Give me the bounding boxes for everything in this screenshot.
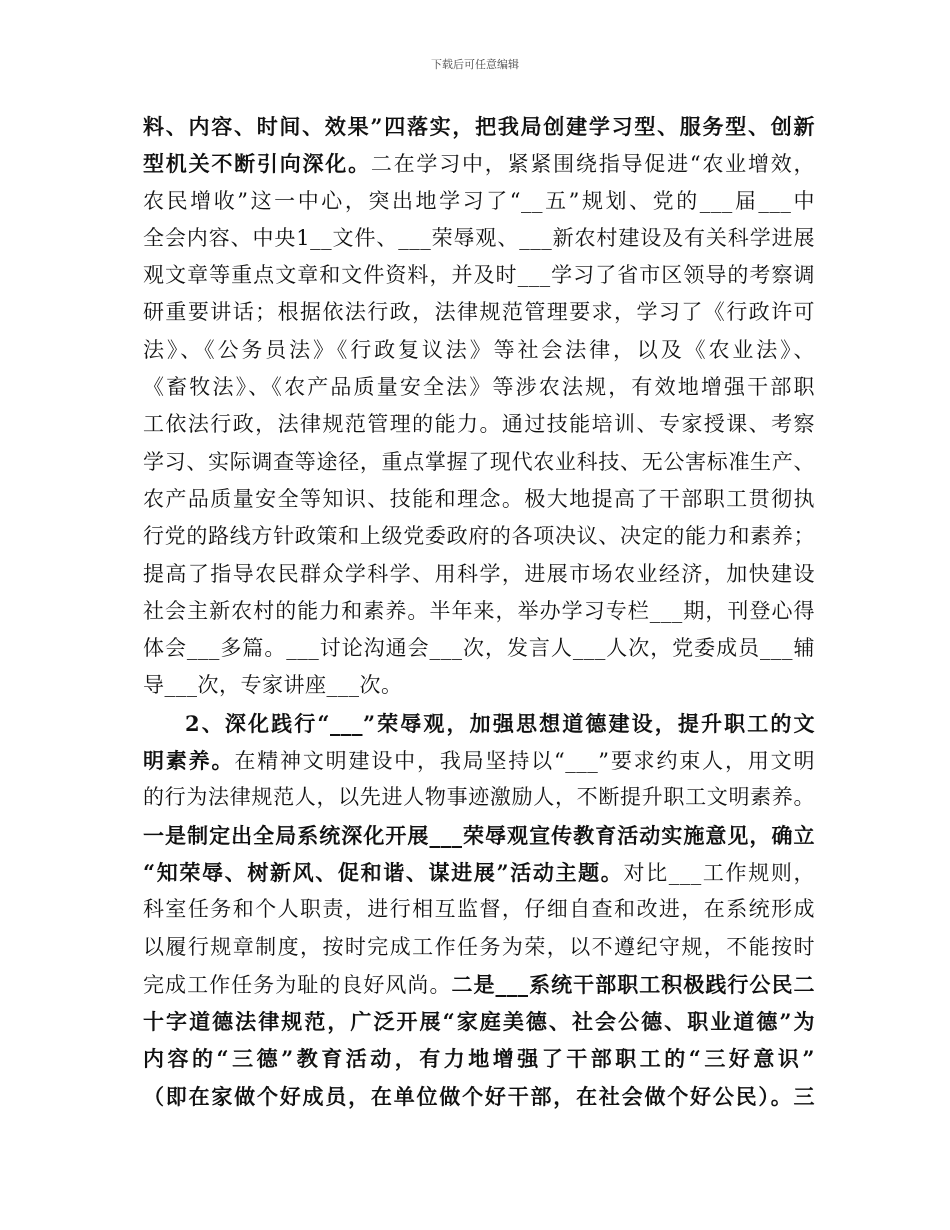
text-line [143,518,815,555]
text-segment: 二在学习中，紧紧围绕指导促进“农业增效， [370,152,816,177]
text-line [143,444,815,481]
bold-text-segment: 明素养。 [143,748,235,774]
text-segment: 对比___工作规则， [623,860,815,885]
text-segment: 《畜牧法》、《农产品质量安全法》等涉农法规，有效地增强干部职 [143,375,815,400]
text-line [143,108,815,145]
text-line [143,779,815,816]
bold-text-segment: 型机关不断引向深化。 [143,151,371,177]
text-line [143,1078,815,1115]
text-line [143,556,815,593]
text-line [143,966,815,1003]
bold-text-segment: “知荣辱、树新风、促和谐、谋进展”活动主题。 [143,859,624,885]
text-segment: 在精神文明建设中，我局坚持以“___”要求约束人，用文明 [234,749,815,774]
text-segment: 完成工作任务为耻的良好风尚。 [143,972,452,997]
text-segment: 农产品质量安全等知识、技能和理念。极大地提高了干部职工贯彻执 [143,486,815,511]
text-line [143,369,815,406]
bold-text-segment: 十字道德法律规范，广泛开展“家庭美德、社会公德、职业道德”为 [143,1009,815,1035]
text-segment: 行党的路线方针政策和上级党委政府的各项决议、决定的能力和素养； [143,524,815,549]
text-line [143,183,815,220]
text-line [143,294,815,331]
text-segment: 法》、《公务员法》《行政复议法》等社会法律，以及《农业法》、 [143,337,815,362]
text-line [143,854,815,891]
text-line [143,257,815,294]
text-segment: 观文章等重点文章和文件资料，并及时___学习了省市区领导的考察调 [143,263,815,288]
text-segment: 社会主新农村的能力和素养。半年来，举办学习专栏___期，刊登心得 [143,598,815,623]
text-segment: 导___次，专家讲座___次。 [143,673,403,698]
text-line [143,630,815,667]
bold-text-segment: 料、内容、时间、效果”四落实，把我局创建学习型、服务型、创新 [143,114,815,139]
document-body [143,108,815,1115]
bold-text-segment: 一是制定出全局系统深化开展___荣辱观宣传教育活动实施意见，确立 [143,822,815,848]
text-line [143,593,815,630]
text-line [143,406,815,443]
bold-text-segment: 2、深化践行“___”荣辱观，加强思想道德建设，提升职工的文 [185,710,815,736]
text-segment: 科室任务和个人职责，进行相互监督，仔细自查和改进，在系统形成 [143,897,815,922]
bold-text-segment: （即在家做个好成员，在单位做个好干部，在社会做个好公民）。三 [143,1083,815,1109]
text-line [143,891,815,928]
page-header: 下载后可任意编辑 [431,58,519,71]
text-line [143,705,815,742]
text-segment: 的行为法律规范人，以先进人物事迹激励人，不断提升职工文明素养。 [143,785,815,810]
text-segment: 提高了指导农民群众学科学、用科学，进展市场农业经济，加快建设 [143,561,815,586]
text-line [143,929,815,966]
text-line [143,220,815,257]
bold-text-segment: 内容的“三德”教育活动，有力地增强了干部职工的“三好意识” [143,1046,815,1072]
text-line [143,481,815,518]
text-line [143,817,815,854]
text-segment: 以履行规章制度，按时完成工作任务为荣，以不遵纪守规，不能按时 [143,934,815,959]
bold-text-segment: 二是___系统干部职工积极践行公民二 [451,971,816,997]
text-line [143,742,815,779]
text-segment: 全会内容、中央1__文件、___荣辱观、___新农村建设及有关科学进展 [143,225,815,250]
text-line [143,667,815,704]
text-segment: 研重要讲话；根据依法行政，法律规范管理要求，学习了《行政许可 [143,300,815,325]
text-line [143,145,815,182]
text-line [143,1003,815,1040]
text-line [143,1040,815,1077]
text-segment: 工依法行政，法律规范管理的能力。通过技能培训、专家授课、考察 [143,412,815,437]
text-segment: 农民增收”这一中心，突出地学习了“__五”规划、党的___届___中 [143,188,815,213]
text-line [143,332,815,369]
text-segment: 体会___多篇。___讨论沟通会___次，发言人___人次，党委成员___辅 [143,636,815,661]
text-segment: 学习、实际调查等途径，重点掌握了现代农业科技、无公害标准生产、 [143,449,815,474]
